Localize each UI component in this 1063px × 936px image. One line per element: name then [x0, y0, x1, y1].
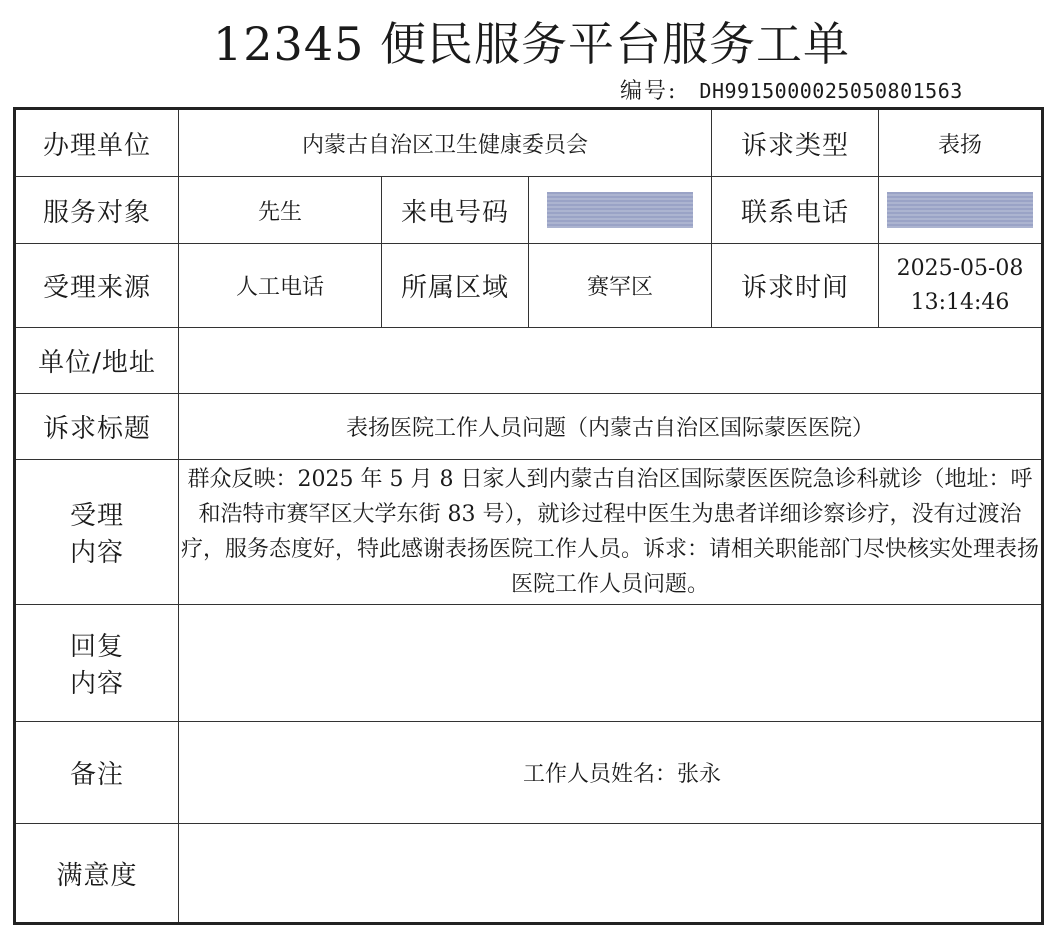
- district-value: 赛罕区: [529, 244, 712, 328]
- reply-label-line2: 内容: [69, 669, 124, 699]
- subject-value: 表扬医院工作人员问题（内蒙古自治区国际蒙医医院）: [179, 394, 1043, 460]
- district-label: 所属区域: [382, 244, 529, 328]
- content-label: [15, 460, 179, 605]
- address-value: [179, 328, 1043, 394]
- address-label: 单位/地址: [15, 328, 179, 394]
- row-address: [15, 328, 1043, 394]
- time-label: 诉求时间: [712, 244, 879, 328]
- unit-label: 办理单位: [15, 109, 179, 177]
- content-label-line1: 受理: [69, 501, 124, 531]
- work-order-table: [13, 107, 1044, 925]
- row-content: [15, 460, 1043, 605]
- reply-label: [15, 605, 179, 722]
- source-label: 受理来源: [15, 244, 179, 328]
- row-reply: [15, 605, 1043, 722]
- unit-value: 内蒙古自治区卫生健康委员会: [179, 109, 712, 177]
- type-label: 诉求类型: [712, 109, 879, 177]
- serial-label: 编号:: [620, 79, 678, 104]
- row-remark: [15, 722, 1043, 824]
- source-value: 人工电话: [179, 244, 382, 328]
- contact-label: 联系电话: [712, 177, 879, 244]
- satisfaction-value: [179, 824, 1043, 924]
- contact-redaction: [887, 192, 1033, 228]
- row-target: [15, 177, 1043, 244]
- caller-redaction: [547, 192, 693, 228]
- row-satisfaction: [15, 824, 1043, 924]
- contact-value: [879, 177, 1043, 244]
- content-value: 群众反映：2025 年 5 月 8 日家人到内蒙古自治区国际蒙医医院急诊科就诊（地址：呼和浩特市赛罕区大学东街 83 号），就诊过程中医生为患者详细诊察诊疗，没有过渡治疗，服务态度好，特此感谢表扬医院工作人员。诉求：请相关职能部门尽快核实处理表扬医院工作人员问题。: [179, 460, 1043, 605]
- target-value: 先生: [179, 177, 382, 244]
- caller-label: 来电号码: [382, 177, 529, 244]
- time-date: 2025-05-08: [896, 255, 1024, 281]
- reply-label-line1: 回复: [69, 632, 124, 662]
- reply-value: [179, 605, 1043, 722]
- type-value: 表扬: [879, 109, 1043, 177]
- row-subject: [15, 394, 1043, 460]
- row-source: [15, 244, 1043, 328]
- content-label-line2: 内容: [69, 538, 124, 568]
- time-clock: 13:14:46: [910, 289, 1010, 315]
- target-label: 服务对象: [15, 177, 179, 244]
- serial-value: DH991500002505080156​3: [699, 79, 963, 103]
- row-unit: [15, 109, 1043, 177]
- satisfaction-label: 满意度: [15, 824, 179, 924]
- remark-label: 备注: [15, 722, 179, 824]
- serial-number: [620, 74, 963, 105]
- time-value: [879, 244, 1043, 328]
- page-title: 12345 便民服务平台服务工单: [213, 17, 850, 71]
- subject-label: 诉求标题: [15, 394, 179, 460]
- caller-value: [529, 177, 712, 244]
- remark-value: 工作人员姓名：张永: [179, 722, 1043, 824]
